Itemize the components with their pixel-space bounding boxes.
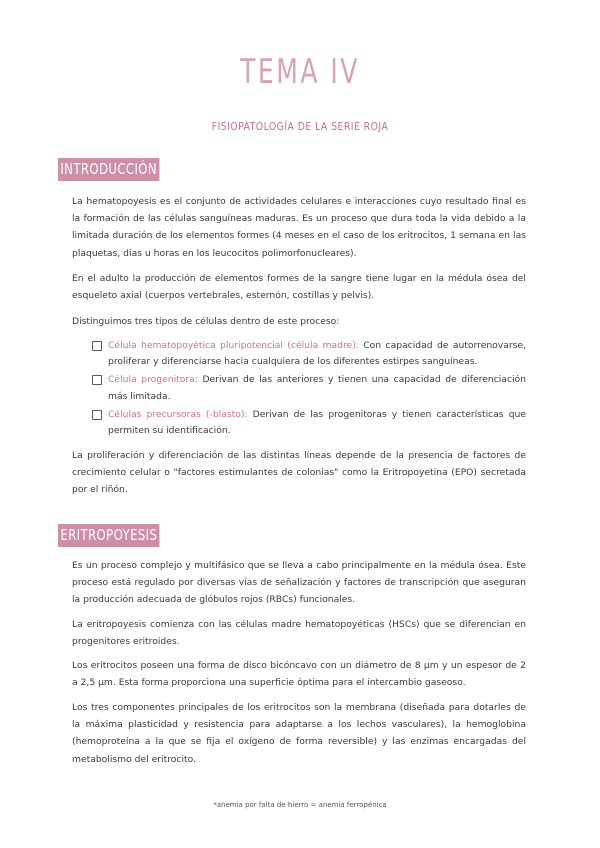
- eritro-paragraph-3: Los eritrocitos poseen una forma de disco bicóncavo con un diámetro de 8 µm y un espesor de 2 a 2,5 µm. Esta forma proporciona una superficie óptima para el intercambio gaseoso.: [72, 660, 526, 689]
- list-item-text: Con capacidad de autorrenovarse, proliferar y diferenciarse hacia cualquiera de los diferentes estirpes sanguíneas.: [108, 340, 526, 368]
- checkbox-icon: [92, 375, 102, 385]
- eritro-paragraph-4: Los tres componentes principales de los eritrocitos son la membrana (diseñada para dotarles de la máxima plasticidad y resistencia para adaptarse a los lechos vasculares), la hemoglobina (hemoproteína a la que se fija el oxígeno de forma reversible) y las enzimas encargadas del metabolismo del eritrocito.: [72, 702, 526, 765]
- page-subtitle: FISIOPATOLOGÍA DE LA SERIE ROJA: [211, 120, 389, 133]
- list-item: [92, 338, 526, 370]
- section-heading-eritropoyesis: ERITROPOYESIS: [58, 524, 160, 547]
- list-item-term: Célula progenitora:: [108, 374, 198, 386]
- checkbox-icon: [92, 341, 102, 351]
- eritro-paragraph-2: La eritropoyesis comienza con las células madre hematopoyéticas (HSCs) que se diferencian en progenitores eritroides.: [72, 619, 526, 648]
- list-item-text: Derivan de las progenitoras y tienen características que permiten su identificación.: [108, 408, 526, 437]
- list-item-term: Célula hematopoyética pluripotencial (célula madre):: [108, 340, 359, 351]
- list-item-text: Derivan de las anteriores y tienen una capacidad de diferenciación más limitada.: [108, 374, 526, 402]
- intro-paragraph-3: Distinguimos tres tipos de células dentro de este proceso:: [72, 316, 340, 327]
- list-item-term: Células precursoras (-blasto):: [108, 408, 248, 420]
- page-title: TEMA IV: [240, 52, 360, 92]
- list-item: [92, 407, 526, 439]
- cell-type-list: [92, 338, 526, 441]
- section-heading-introduccion: INTRODUCCIÓN: [58, 158, 159, 181]
- intro-paragraph-2: En el adulto la producción de elementos formes de la sangre tiene lugar en la médula ósea del esqueleto axial (cuerpos vertebrales, esternón, costillas y pelvis).: [72, 273, 526, 302]
- list-item: [92, 372, 526, 404]
- checkbox-icon: [92, 410, 102, 420]
- footnote: *anemia por falta de hierro = anemia ferropénica: [213, 801, 387, 809]
- eritro-paragraph-1: Es un proceso complejo y multifásico que se lleva a cabo principalmente en la médula ósea. Este proceso está regulado por diversas vías de señalización y factores de transcripción que aseguran la producción adecuada de glóbulos rojos (RBCs) funcionales.: [72, 560, 526, 606]
- intro-paragraph-4: La proliferación y diferenciación de las distintas líneas depende de la presencia de factores de crecimiento celular o "factores estimulantes de colonias" como la Eritropoyetina (EPO) secretada por el riñón.: [72, 450, 526, 496]
- intro-paragraph-1: La hematopoyesis es el conjunto de actividades celulares e interacciones cuyo resultado final es la formación de las células sanguíneas maduras. Es un proceso que dura toda la vida debido a la limitada duración de los elementos formes (4 meses en el caso de los eritrocitos, 1 semana en las plaquetas, días u horas en los leucocitos polimorfonucleares).: [72, 196, 526, 259]
